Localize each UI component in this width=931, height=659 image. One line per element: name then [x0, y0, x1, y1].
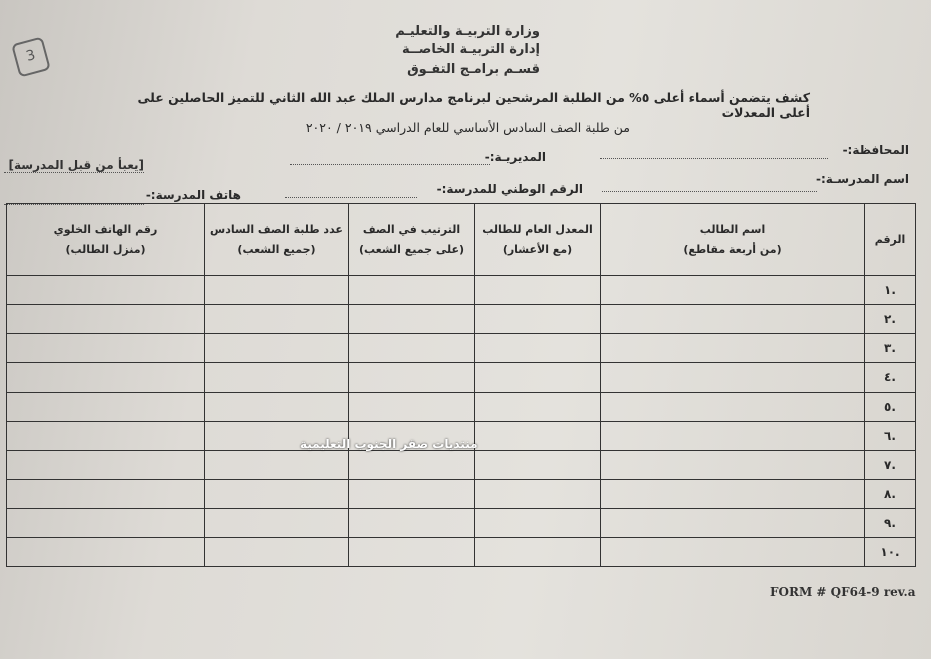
- table-row: [7, 276, 916, 305]
- average-cell[interactable]: [475, 421, 601, 450]
- school-phone-label: هاتف المدرسة:-: [145, 188, 241, 202]
- rank-cell[interactable]: [349, 305, 475, 334]
- count-cell[interactable]: [205, 537, 349, 566]
- average-cell[interactable]: [475, 392, 601, 421]
- row-number: ٢.: [865, 305, 916, 334]
- table-row: [7, 537, 916, 566]
- school-fill-note: [يعبأ من قبل المدرسة]: [4, 158, 144, 173]
- phone-cell[interactable]: [7, 479, 205, 508]
- row-number: ٤.: [865, 363, 916, 392]
- count-cell[interactable]: [205, 276, 349, 305]
- national-number-label: الرقم الوطني للمدرسة:-: [436, 182, 583, 196]
- count-cell[interactable]: [205, 479, 349, 508]
- phone-cell[interactable]: [7, 508, 205, 537]
- rank-cell[interactable]: [349, 392, 475, 421]
- directorate-label: المديريـة:-: [484, 150, 546, 164]
- student-name-cell[interactable]: [601, 334, 865, 363]
- section-name: قسـم برامـج التفـوق: [407, 62, 540, 77]
- row-number: ١٠.: [865, 537, 916, 566]
- header-average-sub: (مع الأعشار): [502, 242, 573, 256]
- phone-cell[interactable]: [7, 421, 205, 450]
- phone-cell[interactable]: [7, 450, 205, 479]
- student-name-cell[interactable]: [601, 508, 865, 537]
- header-phone: [7, 204, 205, 276]
- governorate-line[interactable]: [600, 157, 828, 159]
- header-student-name: [601, 204, 865, 276]
- row-number: ٨.: [865, 479, 916, 508]
- header-number: الرقم: [865, 204, 916, 276]
- row-number: ٣.: [865, 334, 916, 363]
- table-row: [7, 479, 916, 508]
- average-cell[interactable]: [475, 276, 601, 305]
- phone-cell[interactable]: [7, 276, 205, 305]
- directorate-name: إدارة التربيـة الخاصــة: [402, 42, 540, 57]
- page-number-stamp: 3: [11, 36, 51, 77]
- student-name-cell[interactable]: [601, 450, 865, 479]
- header-phone-label: رقم الهاتف الخلوي: [53, 222, 158, 236]
- header-rank-label: الترتيب في الصف: [362, 222, 461, 236]
- phone-cell[interactable]: [7, 537, 205, 566]
- row-number: ٩.: [865, 508, 916, 537]
- rank-cell[interactable]: [349, 479, 475, 508]
- students-table: [6, 203, 916, 567]
- average-cell[interactable]: [475, 450, 601, 479]
- header-phone-sub: (منزل الطالب): [65, 242, 146, 256]
- row-number: ٥.: [865, 392, 916, 421]
- rank-cell[interactable]: [349, 363, 475, 392]
- student-name-cell[interactable]: [601, 276, 865, 305]
- rank-cell[interactable]: [349, 276, 475, 305]
- table-row: [7, 508, 916, 537]
- student-name-cell[interactable]: [601, 421, 865, 450]
- count-cell[interactable]: [205, 334, 349, 363]
- phone-cell[interactable]: [7, 334, 205, 363]
- rank-cell[interactable]: [349, 450, 475, 479]
- header-average: [475, 204, 601, 276]
- directorate-line[interactable]: [290, 163, 490, 165]
- student-name-cell[interactable]: [601, 305, 865, 334]
- count-cell[interactable]: [205, 305, 349, 334]
- rank-cell[interactable]: [349, 508, 475, 537]
- average-cell[interactable]: [475, 537, 601, 566]
- document-subtitle: من طلبة الصف السادس الأساسي للعام الدراسي ٢٠١٩ / ٢٠٢٠: [305, 120, 630, 135]
- table-row: [7, 305, 916, 334]
- header-count: [205, 204, 349, 276]
- header-student-name-sub: (من أربعة مقاطع): [683, 242, 782, 256]
- document-title: كشف يتضمن أسماء أعلى ٥% من الطلبة المرشحين لبرنامج مدارس الملك عبد الله الثاني للتميز الحاصلين على أعلى المعدلات: [137, 90, 810, 120]
- form-code: FORM # QF64-9 rev.a: [770, 585, 916, 599]
- school-name-label: اسم المدرسـة:-: [816, 172, 909, 186]
- average-cell[interactable]: [475, 334, 601, 363]
- average-cell[interactable]: [475, 508, 601, 537]
- header-average-label: المعدل العام للطالب: [482, 222, 593, 236]
- average-cell[interactable]: [475, 479, 601, 508]
- phone-cell[interactable]: [7, 363, 205, 392]
- header-student-name-label: اسم الطالب: [699, 222, 766, 236]
- table-row: [7, 450, 916, 479]
- governorate-label: المحافظة:-: [842, 143, 909, 157]
- rank-cell[interactable]: [349, 334, 475, 363]
- student-name-cell[interactable]: [601, 392, 865, 421]
- row-number: ٦.: [865, 421, 916, 450]
- row-number: ١.: [865, 276, 916, 305]
- school-name-line[interactable]: [602, 190, 817, 192]
- phone-cell[interactable]: [7, 305, 205, 334]
- table-row: [7, 334, 916, 363]
- header-count-sub: (جميع الشعب): [237, 242, 316, 256]
- table-header-row: [7, 204, 916, 276]
- count-cell[interactable]: [205, 363, 349, 392]
- forum-watermark: منتديات صقر الجنوب التعليمية: [300, 437, 478, 451]
- header-rank-sub: (على جميع الشعب): [358, 242, 465, 256]
- average-cell[interactable]: [475, 305, 601, 334]
- count-cell[interactable]: [205, 450, 349, 479]
- header-count-label: عدد طلبة الصف السادس: [210, 222, 343, 236]
- rank-cell[interactable]: [349, 537, 475, 566]
- national-number-line[interactable]: [285, 196, 417, 198]
- average-cell[interactable]: [475, 363, 601, 392]
- phone-cell[interactable]: [7, 392, 205, 421]
- student-name-cell[interactable]: [601, 479, 865, 508]
- row-number: ٧.: [865, 450, 916, 479]
- header-rank: [349, 204, 475, 276]
- table-row: [7, 392, 916, 421]
- student-name-cell[interactable]: [601, 363, 865, 392]
- table-row: [7, 363, 916, 392]
- ministry-name: وزارة التربيـة والتعليـم: [395, 24, 540, 39]
- student-name-cell[interactable]: [601, 537, 865, 566]
- count-cell[interactable]: [205, 392, 349, 421]
- count-cell[interactable]: [205, 508, 349, 537]
